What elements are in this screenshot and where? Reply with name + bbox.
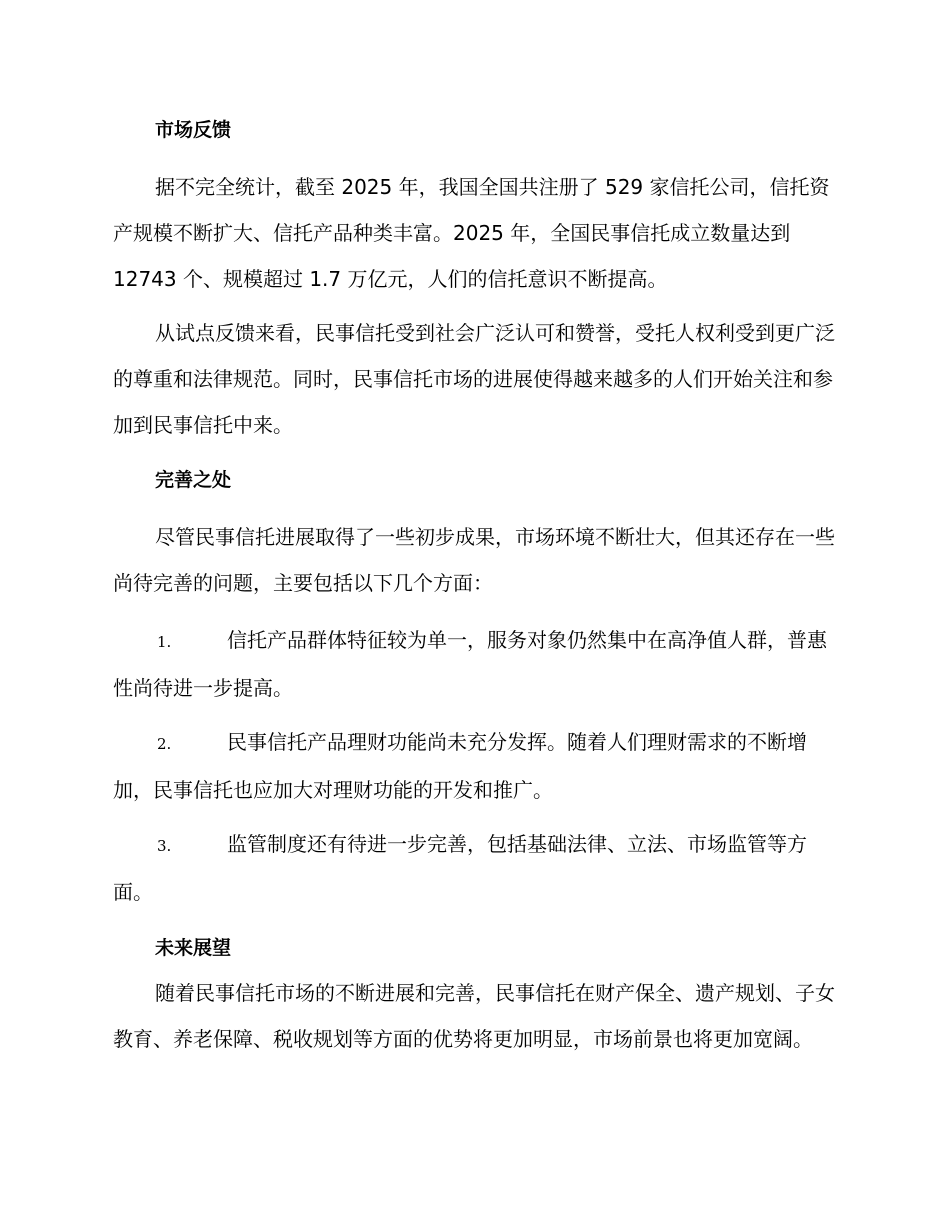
list-item	[113, 617, 840, 711]
list-item-number: 3.	[157, 837, 172, 855]
list-item	[113, 719, 840, 813]
list-item	[113, 821, 840, 915]
paragraph-statistics: 据不完全统计，截至 2025 年，我国全国共注册了 529 家信托公司，信托资产规模不断扩大、信托产品种类丰富。2025 年，全国民事信托成立数量达到 12743 个、规模超过 1.7 万亿元，人们的信托意识不断提高。	[113, 175, 830, 291]
list-item-number: 1.	[157, 633, 172, 651]
section-heading-outlook: 未来展望	[155, 937, 232, 959]
paragraph-outlook: 随着民事信托市场的不断进展和完善，民事信托在财产保全、遗产规划、子女教育、养老保障、税收规划等方面的优势将更加明显，市场前景也将更加宽阔。	[113, 981, 835, 1051]
paragraph-improvements-intro: 尽管民事信托进展取得了一些初步成果，市场环境不断壮大，但其还存在一些尚待完善的问题，主要包括以下几个方面：	[113, 525, 835, 595]
paragraph-pilot-feedback: 从试点反馈来看，民事信托受到社会广泛认可和赞誉，受托人权利受到更广泛的尊重和法律规范。同时，民事信托市场的进展使得越来越多的人们开始关注和参加到民事信托中来。	[113, 321, 835, 437]
section-heading-improvements: 完善之处	[155, 469, 232, 491]
list-item-text: 信托产品群体特征较为单一，服务对象仍然集中在高净值人群，普惠性尚待进一步提高。	[113, 628, 827, 700]
list-item-text: 民事信托产品理财功能尚未充分发挥。随着人们理财需求的不断增加，民事信托也应加大对理财功能的开发和推广。	[113, 730, 807, 802]
list-item-number: 2.	[157, 735, 172, 753]
section-heading-market-feedback: 市场反馈	[155, 119, 232, 141]
list-item-text: 监管制度还有待进一步完善，包括基础法律、立法、市场监管等方面。	[113, 832, 807, 904]
